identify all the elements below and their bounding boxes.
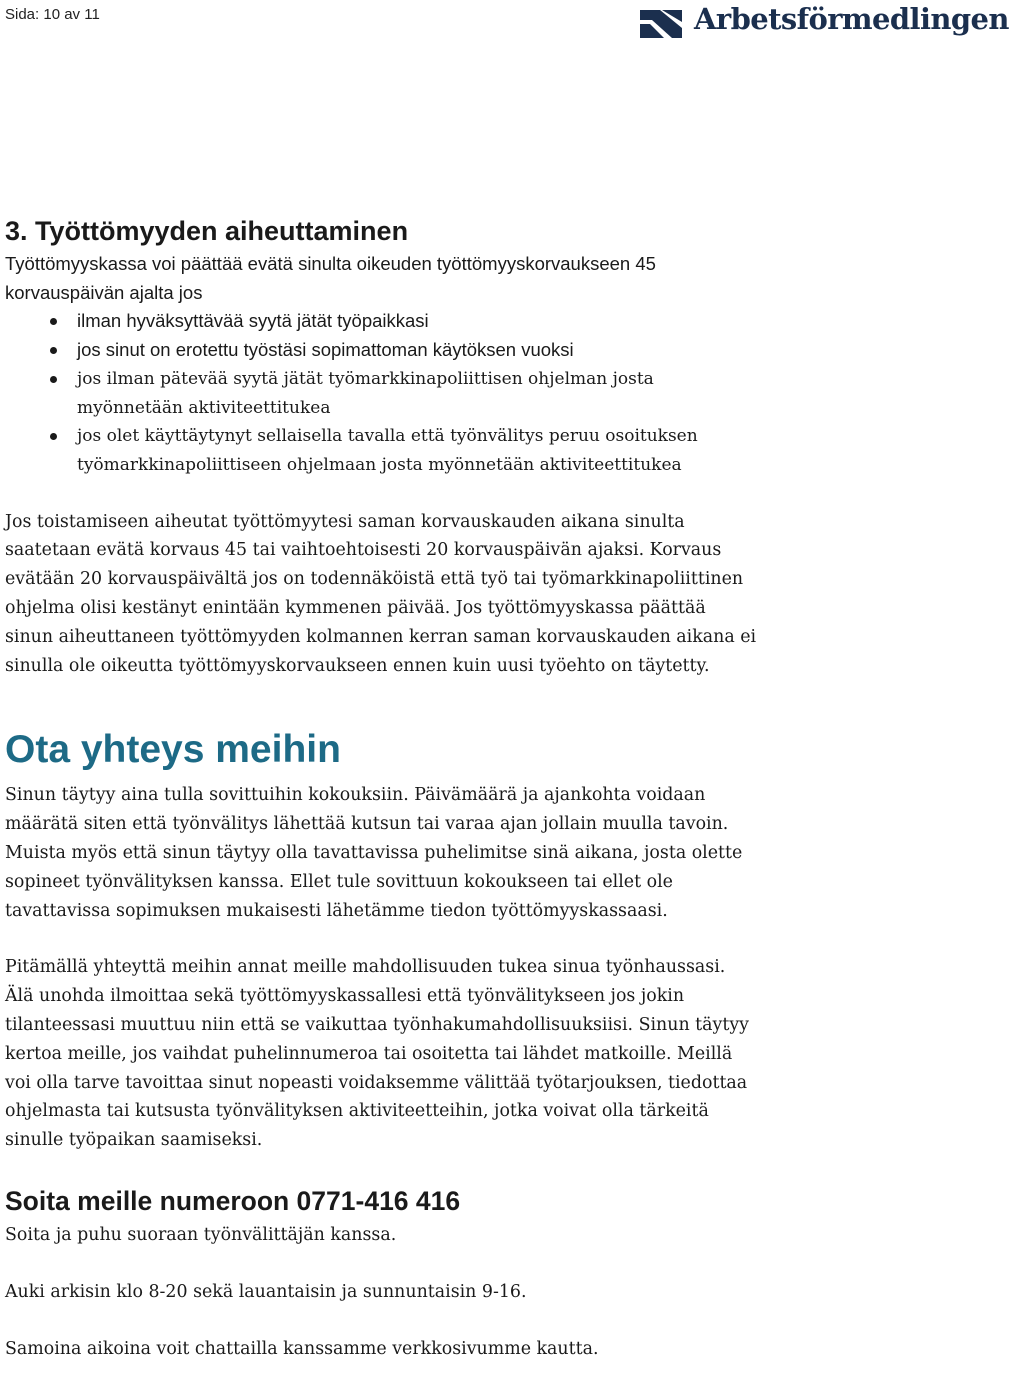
stay-in-touch-paragraph xyxy=(5,953,950,1155)
paragraph-line: Jos toistamiseen aiheutat työttömyytesi saman korvauskauden aikana sinulta xyxy=(5,511,685,532)
page-header xyxy=(0,0,1009,60)
document-body xyxy=(5,212,950,1363)
section-3-intro xyxy=(5,250,950,307)
bullet-icon xyxy=(50,318,57,325)
paragraph-line: määrätä siten että työnvälitys lähettää kutsun tai varaa ajan jollain muulla tavoin. xyxy=(5,814,729,835)
chat-line: Samoina aikoina voit chattailla kanssamme verkkosivumme kautta. xyxy=(5,1338,599,1359)
paragraph-line: ohjelma olisi kestänyt enintään kymmenen päivää. Jos työttömyyskassa päättää xyxy=(5,598,706,619)
bullet-icon xyxy=(50,347,57,354)
intro-line: Työttömyyskassa voi päättää evätä sinulta oikeuden työttömyyskorvaukseen 45 xyxy=(5,253,656,274)
denial-reasons-list xyxy=(5,307,950,479)
paragraph-line: kertoa meille, jos vaihdat puhelinnumeroa tai osoitetta tai lähdet matkoille. Meillä xyxy=(5,1043,733,1064)
paragraph-line: Älä unohda ilmoittaa sekä työttömyyskassallesi että työnvälitykseen jos jokin xyxy=(5,986,685,1007)
contact-title: Ota yhteys meihin xyxy=(5,728,341,772)
section-3-title: 3. Työttömyyden aiheuttaminen xyxy=(5,216,409,246)
list-item xyxy=(5,422,950,479)
paragraph-line: sinulle työpaikan saamiseksi. xyxy=(5,1130,263,1151)
list-item xyxy=(5,307,950,336)
paragraph-line: tavattavissa sopimuksen mukaisesti lähetämme tiedon työttömyyskassaasi. xyxy=(5,900,668,921)
arbetsformedlingen-logo xyxy=(636,2,1009,46)
list-item-text: työmarkkinapoliittiseen ohjelmaan josta myönnetään aktiviteettitukea xyxy=(77,454,682,475)
intro-line: korvauspäivän ajalta jos xyxy=(5,281,203,303)
list-item-text: jos sinut on erotettu työstäsi sopimattoman käytöksen vuoksi xyxy=(77,339,574,361)
page-number: Sida: 10 av 11 xyxy=(5,6,100,23)
paragraph-line: saatetaan evätä korvaus 45 tai vaihtoehtoisesti 20 korvauspäivän ajaksi. Korvaus xyxy=(5,540,722,561)
paragraph-line: sinulla ole oikeutta työttömyyskorvaukseen ennen kuin uusi työehto on täytetty. xyxy=(5,655,710,676)
list-item-text: myönnetään aktiviteettitukea xyxy=(77,397,331,418)
list-item-text: jos ilman pätevää syytä jätät työmarkkinapoliittisen ohjelman josta xyxy=(77,368,654,389)
meetings-paragraph xyxy=(5,781,950,925)
repeat-unemployment-paragraph xyxy=(5,508,950,681)
paragraph-line: Pitämällä yhteyttä meihin annat meille mahdollisuuden tukea sinua työnhaussasi. xyxy=(5,957,726,978)
arbetsformedlingen-logo-mark-icon xyxy=(638,6,690,42)
paragraph-line: sinun aiheuttaneen työttömyyden kolmannen kerran saman korvauskauden aikana ei xyxy=(5,626,757,647)
opening-hours-line: Auki arkisin klo 8-20 sekä lauantaisin ja sunnuntaisin 9-16. xyxy=(5,1281,527,1302)
paragraph-line: Sinun täytyy aina tulla sovittuihin kokouksiin. Päivämäärä ja ajankohta voidaan xyxy=(5,785,706,806)
paragraph-line: voi olla tarve tavoittaa sinut nopeasti voidaksemme välittää työtarjouksen, tiedottaa xyxy=(5,1072,748,1093)
paragraph-line: ohjelmasta tai kutsusta työnvälityksen aktiviteetteihin, jotka voivat olla tärkeitä xyxy=(5,1101,709,1122)
list-item-text: ilman hyväksyttävää syytä jätät työpaikkasi xyxy=(77,310,429,332)
list-item-text: jos olet käyttäytynyt sellaisella tavalla että työnvälitys peruu osoituksen xyxy=(77,426,698,447)
list-item xyxy=(5,336,950,365)
paragraph-line: evätään 20 korvauspäivältä jos on todennäköistä että työ tai työmarkkinapoliittinen xyxy=(5,569,744,590)
paragraph-line: sopineet työnvälityksen kanssa. Ellet tule sovittuun kokoukseen tai ellet ole xyxy=(5,871,673,892)
logo-text: Arbetsförmedlingen xyxy=(694,2,1009,36)
bullet-icon xyxy=(50,433,57,440)
paragraph-line: tilanteessasi muuttuu niin että se vaikuttaa työnhakumahdollisuuksiisi. Sinun täytyy xyxy=(5,1014,749,1035)
paragraph-line: Muista myös että sinun täytyy olla tavattavissa puhelimitse sinä aikana, josta olette xyxy=(5,843,743,863)
phone-line: Soita ja puhu suoraan työnvälittäjän kanssa. xyxy=(5,1224,397,1245)
list-item xyxy=(5,365,950,422)
bullet-icon xyxy=(50,376,57,383)
phone-number-title: Soita meille numeroon 0771-416 416 xyxy=(5,1185,461,1216)
